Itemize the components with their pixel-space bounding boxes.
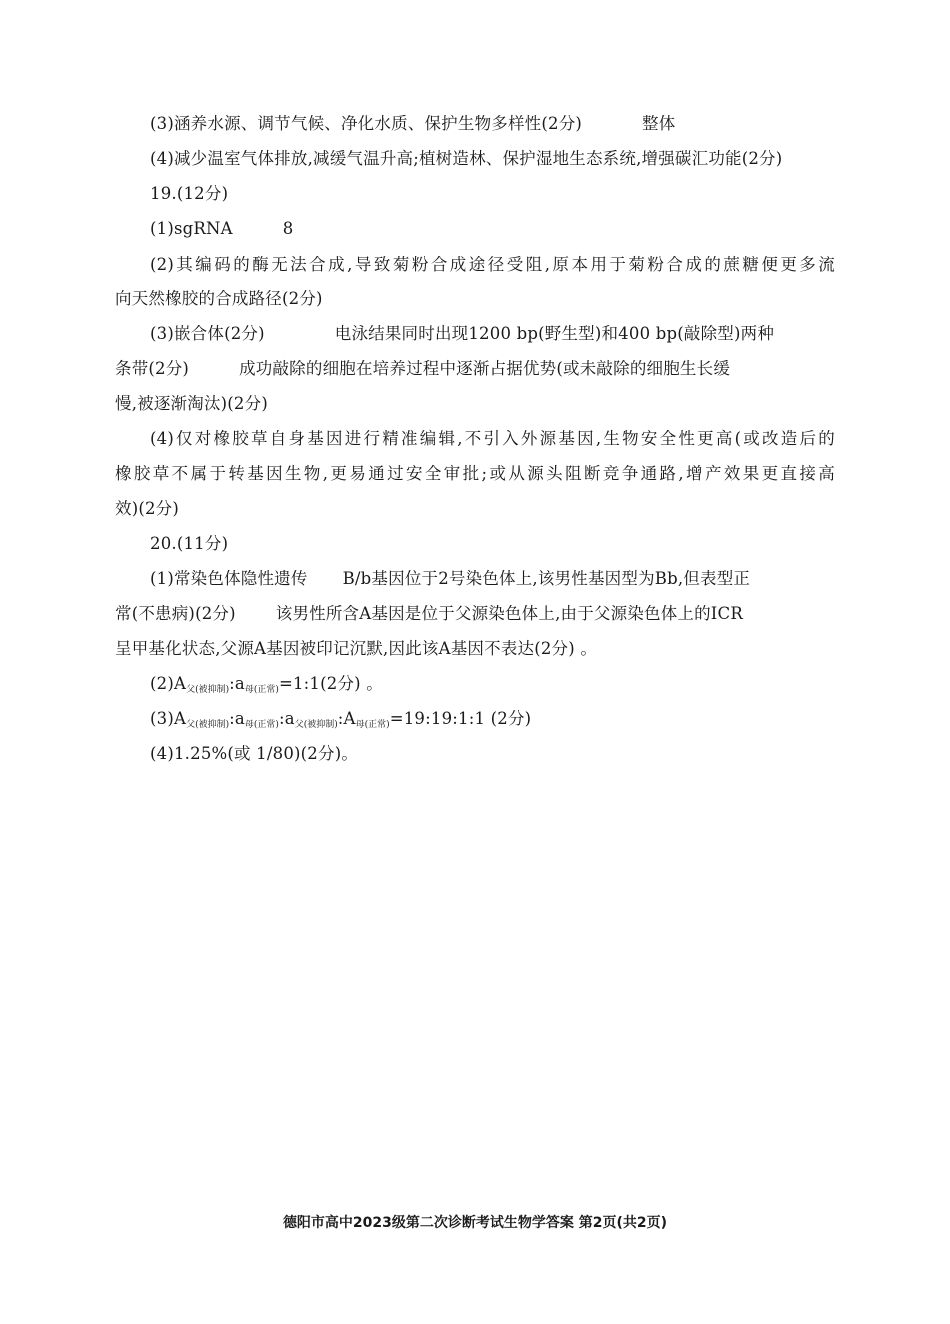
q20-part1-line2: 常(不患病)(2分) 该男性所含A基因是位于父源染色体上,由于父源染色体上的ICR (115, 604, 743, 623)
q19-part4-line2: 橡胶草不属于转基因生物,更易通过安全审批;或从源头阻断竞争通路,增产效果更直接高 (115, 464, 835, 483)
q20-part1-line3: 呈甲基化状态,父源A基因被印记沉默,因此该A基因不表达(2分) 。 (115, 639, 598, 658)
q18-part3-answer: 整体 (642, 114, 676, 133)
q20-part1-line1: (1)常染色体隐性遗传 B/b基因位于2号染色体上,该男性基因型为Bb,但表型正 (150, 569, 751, 588)
q18-part3: (3)涵养水源、调节气候、净化水质、保护生物多样性(2分) 整体 (150, 114, 676, 133)
q19-part3-line1: (3)嵌合体(2分) 电泳结果同时出现1200 bp(野生型)和400 bp(敲除型)两种 (150, 324, 775, 343)
q19-part1: (1)sgRNA 8 (150, 219, 294, 238)
q19-header: 19.(12分) (150, 184, 229, 203)
q20-part4: (4)1.25%(或 1/80)(2分)。 (150, 744, 359, 763)
q19-part4-line3: 效)(2分) (115, 499, 180, 518)
q19-part4-line1: (4)仅对橡胶草自身基因进行精准编辑,不引入外源基因,生物安全性更高(或改造后的 (150, 429, 835, 448)
q20-header: 20.(11分) (150, 534, 229, 553)
q19-part2-line1: (2)其编码的酶无法合成,导致菊粉合成途径受阻,原本用于菊粉合成的蔗糖便更多流 (150, 255, 835, 274)
page-footer: 德阳市高中2023级第二次诊断考试生物学答案 第2页(共2页) (282, 1215, 668, 1231)
q19-part3-line3: 慢,被逐渐淘汰)(2分) (115, 394, 268, 413)
q20-part3: $(3)A_{父(被抑制)}:a_{母(正常)}:a_{父(被抑制)}:A_{母(正常)}=19:19:1:1$ (2分) (150, 709, 532, 730)
q19-part3-line2: 条带(2分) 成功敲除的细胞在培养过程中逐渐占据优势(或未敲除的细胞生长缓 (115, 359, 731, 378)
q20-part2: $(2)A_{父(被抑制)}:a_{母(正常)}=1:1(2$分) 。 (150, 674, 383, 695)
q19-part2-line2: 向天然橡胶的合成路径(2分) (115, 289, 323, 308)
q18-part4: (4)减少温室气体排放,减缓气温升高;植树造林、保护湿地生态系统,增强碳汇功能(2分) (150, 149, 783, 168)
